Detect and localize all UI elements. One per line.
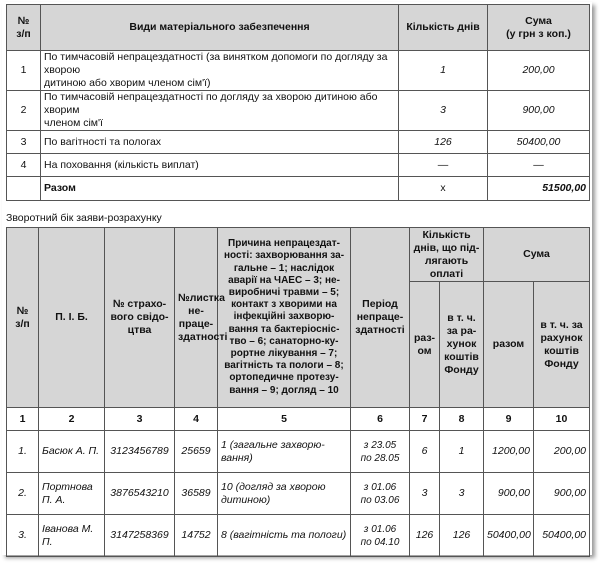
dh-reason: Причина непрацездат- ності: захворювання за- гальне – 1; наслідок аварії на ЧАЕС – 3; не- виробничі травми – 5; контакт з хворими на інфекційні захворю- вання та бактеріосніс- тво – 6; санаторно-ку- рортне лікування – 7; вагітність та пологи – 8; ортопедичне протезу- вання – 9; догляд – 10 [218, 228, 351, 408]
total-sum: 51500,00 [488, 177, 590, 201]
row-days: 1 [399, 51, 488, 91]
summary-table [6, 4, 590, 201]
header-days: Кількість днів [399, 5, 488, 51]
dh-name: П. І. Б. [39, 228, 105, 408]
row-num: 3 [7, 131, 41, 154]
dr-insurance: 3876543210 [105, 473, 175, 515]
row-sum: 50400,00 [488, 131, 590, 154]
row-sum: 900,00 [488, 91, 590, 131]
row-type: На поховання (кількість виплат) [41, 154, 399, 177]
row-sum: — [488, 154, 590, 177]
row-num: 1 [7, 51, 41, 91]
dh-sum-total: разом [484, 282, 534, 408]
row-days: 3 [399, 91, 488, 131]
summary-total-row [7, 177, 590, 201]
col-number: 1 [7, 408, 39, 431]
dr-sum-total: 900,00 [484, 473, 534, 515]
dh-num: № з/п [7, 228, 39, 408]
dr-days-fund: 126 [440, 515, 484, 557]
detail-table [6, 227, 590, 557]
dr-num: 3. [7, 515, 39, 557]
row-type: По вагітності та пологах [41, 131, 399, 154]
col-number: 9 [484, 408, 534, 431]
summary-header-row [7, 5, 590, 51]
dr-days-total: 6 [410, 431, 440, 473]
dh-sum-fund: в т. ч. за рахунок коштів Фонду [534, 282, 590, 408]
dh-insurance: № страхо- вого свідо- цтва [105, 228, 175, 408]
col-number: 7 [410, 408, 440, 431]
dr-reason: 8 (вагітність та пологи) [218, 515, 351, 557]
dr-reason: 10 (догляд за хворою дитиною) [218, 473, 351, 515]
row-days: — [399, 154, 488, 177]
dr-sheet: 25659 [175, 431, 218, 473]
dr-reason: 1 (загальне захворю- вання) [218, 431, 351, 473]
total-label: Разом [41, 177, 399, 201]
detail-header-row [7, 228, 590, 282]
dr-sheet: 14752 [175, 515, 218, 557]
dr-sum-fund: 200,00 [534, 431, 590, 473]
summary-row [7, 91, 590, 131]
dh-days-group: Кількість днів, що під- лягають оплаті [410, 228, 484, 282]
detail-row [7, 515, 590, 557]
dh-sheet: №листка не- праце- здатності [175, 228, 218, 408]
col-number: 3 [105, 408, 175, 431]
detail-row [7, 431, 590, 473]
dh-days-fund: в т. ч. за ра- хунок коштів Фонду [440, 282, 484, 408]
row-type: По тимчасовій непрацездатності по догляду за хворою дитиною або хворим членом сім'ї [41, 91, 399, 131]
dh-period: Період непраце- здатності [351, 228, 410, 408]
header-type: Види матеріального забезпечення [41, 5, 399, 51]
dr-days-total: 126 [410, 515, 440, 557]
row-num: 2 [7, 91, 41, 131]
dr-num: 2. [7, 473, 39, 515]
dr-insurance: 3147258369 [105, 515, 175, 557]
dh-days-total: раз- ом [410, 282, 440, 408]
dr-sum-total: 50400,00 [484, 515, 534, 557]
dr-name: Портнова П. А. [39, 473, 105, 515]
dr-insurance: 3123456789 [105, 431, 175, 473]
dh-sum-group: Сума [484, 228, 590, 282]
row-sum: 200,00 [488, 51, 590, 91]
summary-row [7, 154, 590, 177]
dr-num: 1. [7, 431, 39, 473]
document-page [2, 2, 592, 555]
dr-days-fund: 1 [440, 431, 484, 473]
dr-sum-fund: 900,00 [534, 473, 590, 515]
summary-row [7, 51, 590, 91]
dr-period: з 01.06 по 03.06 [351, 473, 410, 515]
col-number: 4 [175, 408, 218, 431]
detail-row [7, 473, 590, 515]
summary-row [7, 131, 590, 154]
column-number-row [7, 408, 590, 431]
dr-name: Басюк А. П. [39, 431, 105, 473]
dr-sum-fund: 50400,00 [534, 515, 590, 557]
col-number: 2 [39, 408, 105, 431]
dr-period: з 01.06 по 04.10 [351, 515, 410, 557]
header-num: № з/п [7, 5, 41, 51]
dr-days-total: 3 [410, 473, 440, 515]
dr-sheet: 36589 [175, 473, 218, 515]
row-type: По тимчасовій непрацездатності (за винятком допомоги по догляду за хворою дитиною або хворим членом сім'ї) [41, 51, 399, 91]
dr-period: з 23.05 по 28.05 [351, 431, 410, 473]
col-number: 5 [218, 408, 351, 431]
total-empty [7, 177, 41, 201]
col-number: 6 [351, 408, 410, 431]
dr-sum-total: 1200,00 [484, 431, 534, 473]
row-num: 4 [7, 154, 41, 177]
total-days: х [399, 177, 488, 201]
col-number: 8 [440, 408, 484, 431]
caption: Зворотний бік заяви-розрахунку [6, 212, 162, 224]
dr-name: Іванова М. П. [39, 515, 105, 557]
header-sum: Сума (у грн з коп.) [488, 5, 590, 51]
col-number: 10 [534, 408, 590, 431]
row-days: 126 [399, 131, 488, 154]
dr-days-fund: 3 [440, 473, 484, 515]
